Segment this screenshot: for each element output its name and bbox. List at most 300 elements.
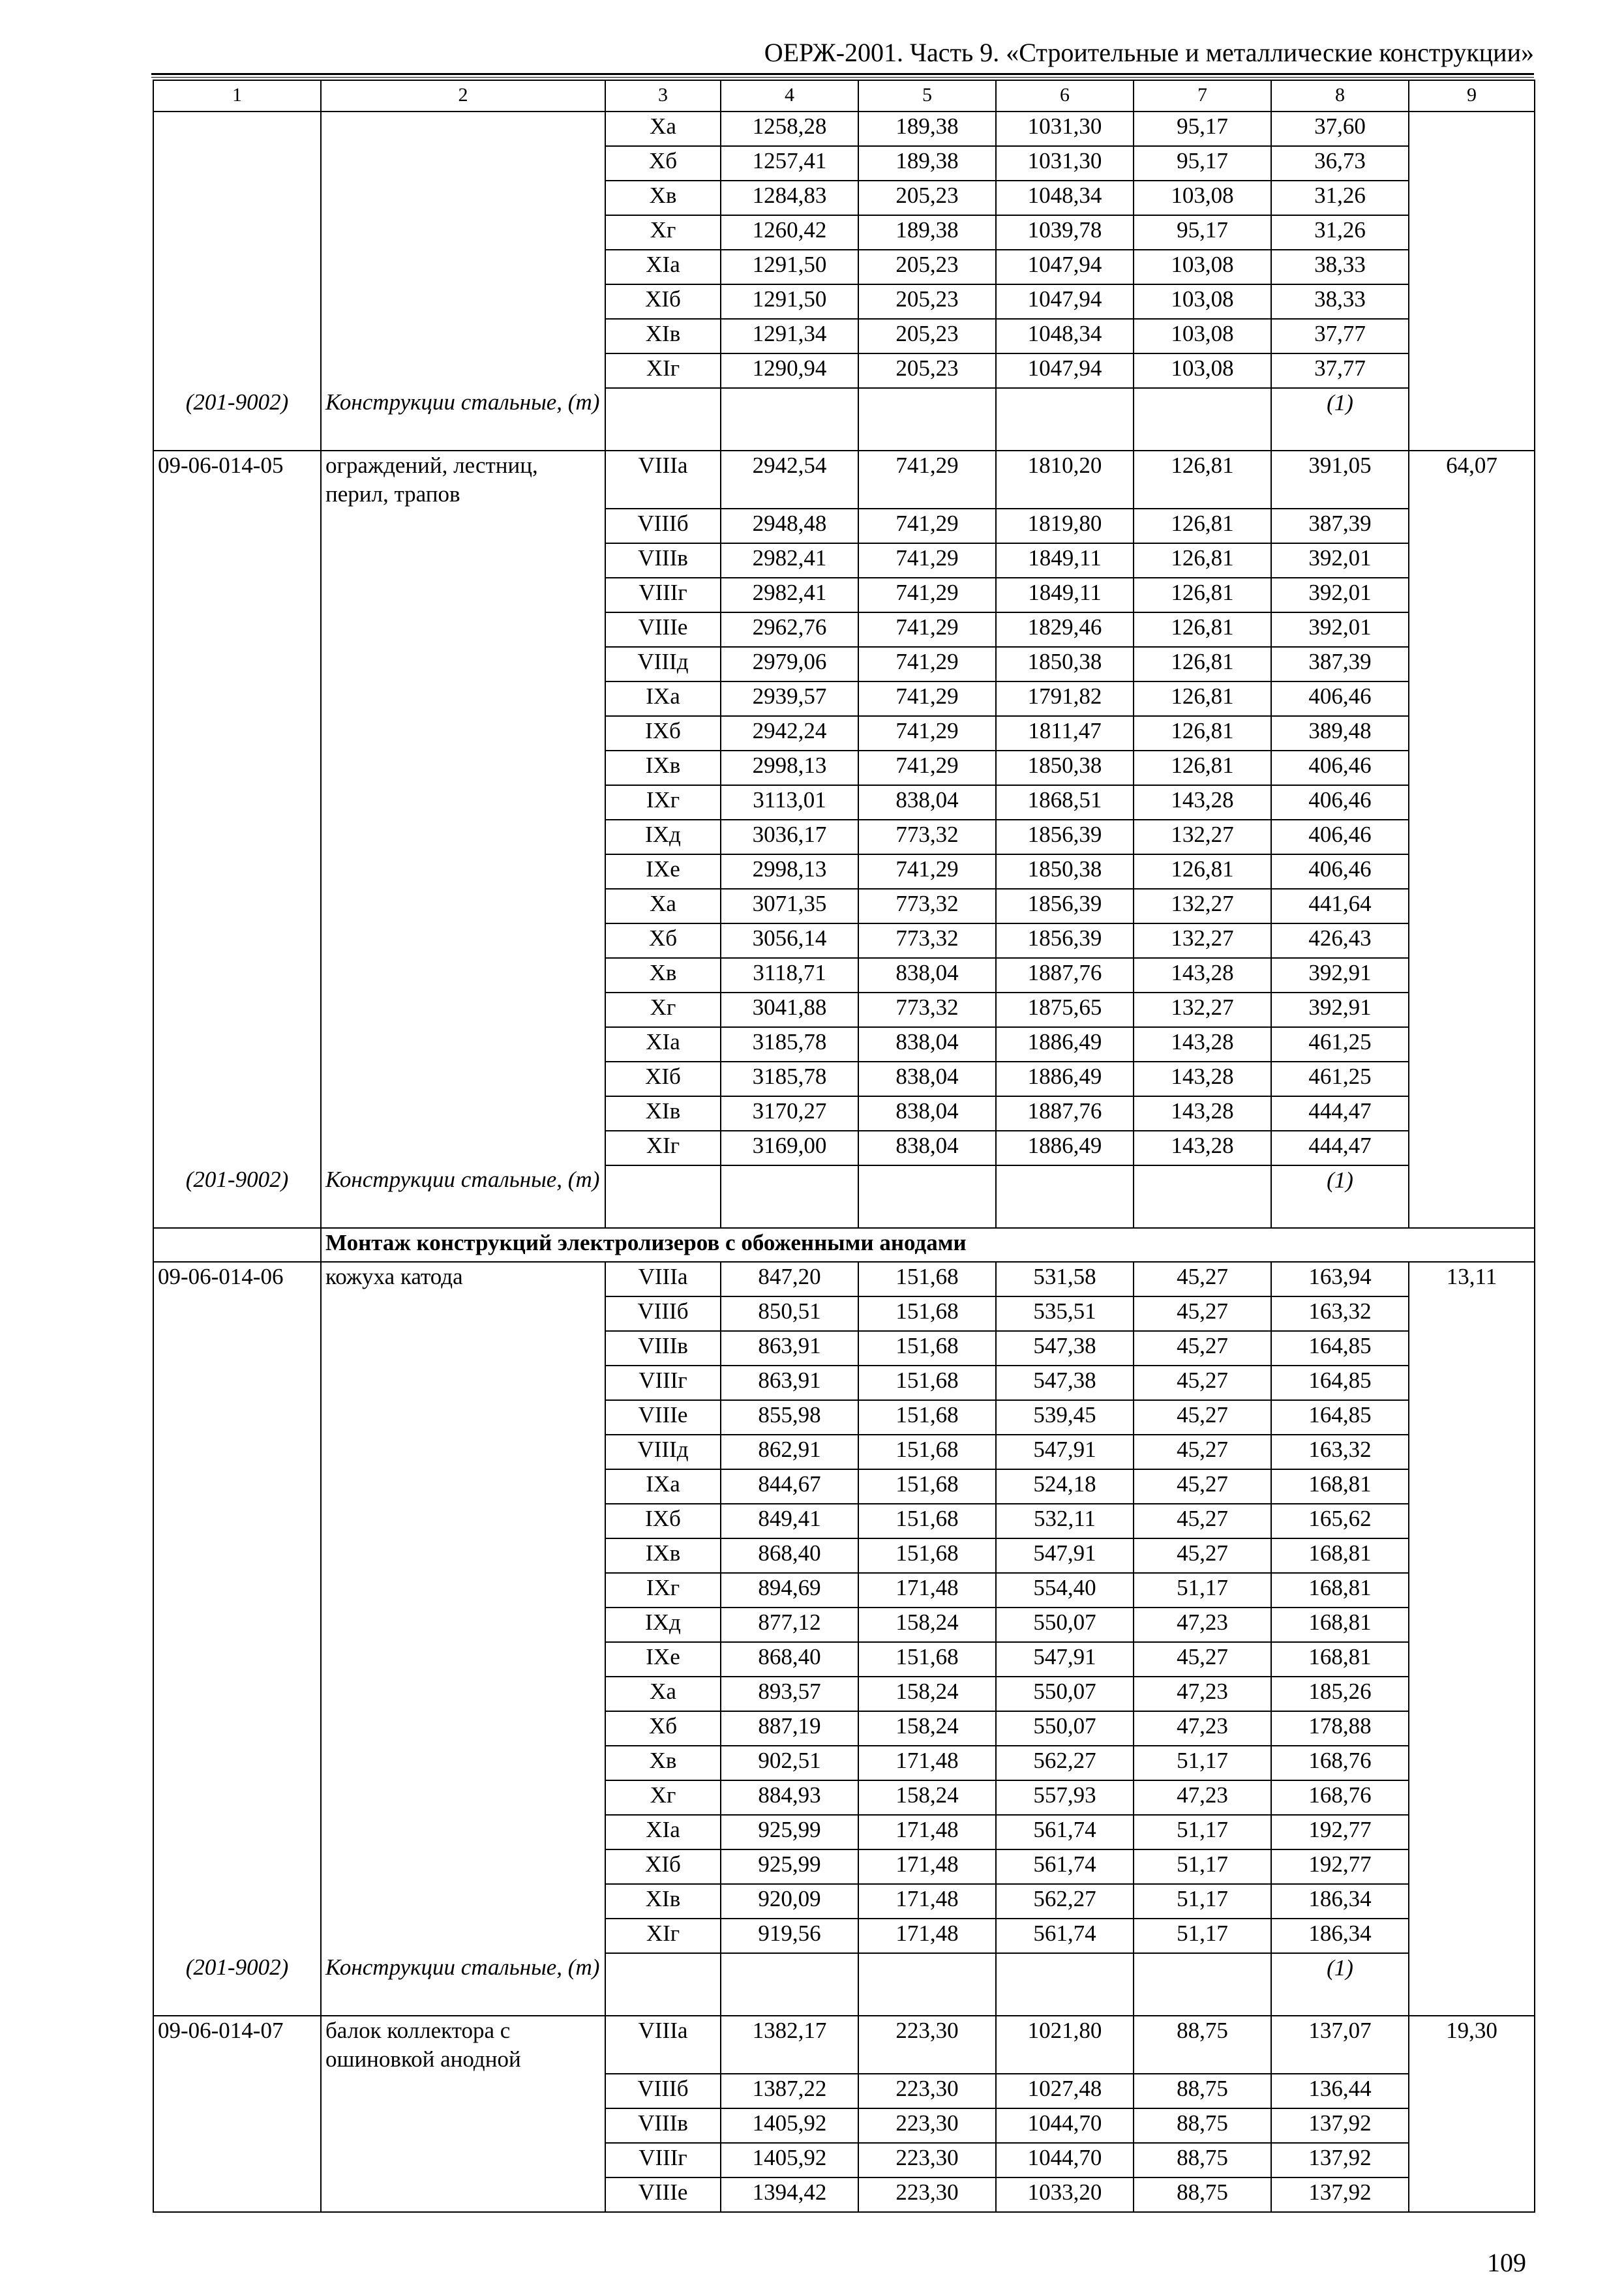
value-cell: 838,04 [858,1131,996,1165]
empty-cell [321,1131,605,1165]
value-cell: 103,08 [1134,181,1271,215]
work-name: ограждений, лестниц, перил, трапов [321,451,605,509]
empty-cell [153,250,321,284]
table-row [153,889,1535,923]
empty-cell [1409,578,1535,612]
value-cell: 1849,11 [996,578,1134,612]
column-number: 3 [605,80,721,112]
value-cell: 920,09 [721,1884,858,1919]
empty-cell [858,1953,996,2016]
empty-cell [1409,215,1535,250]
value-cell: 1284,83 [721,181,858,215]
value-cell: 1856,39 [996,820,1134,854]
empty-cell [153,785,321,820]
empty-cell [153,1228,321,1262]
empty-cell [1409,1331,1535,1366]
value-cell: 31,26 [1271,181,1409,215]
empty-cell [1409,1062,1535,1096]
value-cell: 168,81 [1271,1538,1409,1573]
value-cell: 189,38 [858,112,996,146]
value-cell: 95,17 [1134,146,1271,181]
table-row [153,543,1535,578]
empty-cell [1409,958,1535,993]
value-cell: 773,32 [858,923,996,958]
resource-value: (1) [1271,1953,1409,2016]
work-name: балок коллектора с ошиновкой анодной [321,2016,605,2074]
empty-cell [1409,993,1535,1027]
rate-code: 09-06-014-06 [153,1262,321,1296]
column-number: 7 [1134,80,1271,112]
empty-cell [321,1780,605,1815]
value-cell: 562,27 [996,1884,1134,1919]
value-cell: 392,91 [1271,958,1409,993]
empty-cell [321,1027,605,1062]
resource-code: (201-9002) [153,1953,321,2016]
value-cell: 532,11 [996,1504,1134,1538]
empty-cell [1409,1953,1535,2016]
value-cell: 47,23 [1134,1677,1271,1711]
empty-cell [1409,751,1535,785]
value-cell: IXб [605,1504,721,1538]
value-cell: VIIIв [605,2108,721,2143]
value-cell: 392,01 [1271,612,1409,647]
value-cell: 151,68 [858,1296,996,1331]
value-cell: 547,91 [996,1435,1134,1469]
value-cell: 877,12 [721,1608,858,1642]
empty-cell [153,1504,321,1538]
empty-cell [1409,1538,1535,1573]
value-cell: 158,24 [858,1608,996,1642]
value-cell: VIIIд [605,1435,721,1469]
value-cell: 461,25 [1271,1062,1409,1096]
empty-cell [1409,1296,1535,1331]
value-cell: 2998,13 [721,751,858,785]
value-cell: 3036,17 [721,820,858,854]
empty-cell [153,1096,321,1131]
value-cell: 863,91 [721,1331,858,1366]
value-cell: 2948,48 [721,509,858,543]
empty-cell [1409,1131,1535,1165]
value-cell: 406,46 [1271,820,1409,854]
value-cell: 1258,28 [721,112,858,146]
empty-cell [321,1815,605,1849]
value-cell: 539,45 [996,1400,1134,1435]
value-cell: 524,18 [996,1469,1134,1504]
column-number: 2 [321,80,605,112]
value-cell: Xв [605,958,721,993]
value-cell: 741,29 [858,578,996,612]
table-row [153,353,1535,388]
table-body [153,80,1535,2212]
empty-cell [1409,1573,1535,1608]
value-cell: 1027,48 [996,2074,1134,2108]
value-cell: 838,04 [858,1027,996,1062]
table-row [153,1746,1535,1780]
value-cell: 185,26 [1271,1677,1409,1711]
value-cell: 531,58 [996,1262,1134,1296]
empty-cell [1409,319,1535,353]
empty-cell [1409,2108,1535,2143]
value-cell: Xг [605,993,721,1027]
value-cell: 192,77 [1271,1849,1409,1884]
value-cell: 151,68 [858,1400,996,1435]
empty-cell [605,1953,721,2016]
value-cell: 1047,94 [996,353,1134,388]
empty-cell [153,1642,321,1677]
value-cell: 902,51 [721,1746,858,1780]
table-row [153,1642,1535,1677]
empty-cell [858,1165,996,1228]
value-cell: 51,17 [1134,1919,1271,1953]
empty-cell [153,1815,321,1849]
value-cell: 151,68 [858,1262,996,1296]
value-cell: 838,04 [858,1062,996,1096]
value-cell: 844,67 [721,1469,858,1504]
resource-code: (201-9002) [153,388,321,451]
empty-cell [1409,647,1535,681]
value-cell: VIIIа [605,451,721,509]
table-row [153,1815,1535,1849]
empty-cell [721,1165,858,1228]
rate-code: 09-06-014-07 [153,2016,321,2074]
value-cell: 557,93 [996,1780,1134,1815]
column-number: 5 [858,80,996,112]
value-cell: 1031,30 [996,146,1134,181]
empty-cell [321,1331,605,1366]
value-cell: 1405,92 [721,2108,858,2143]
value-cell: 444,47 [1271,1131,1409,1165]
value-cell: 126,81 [1134,451,1271,509]
value-cell: 45,27 [1134,1296,1271,1331]
empty-cell [153,889,321,923]
value-cell: 387,39 [1271,647,1409,681]
table-row [153,612,1535,647]
value-cell: XIв [605,319,721,353]
value-cell: 37,77 [1271,319,1409,353]
value-cell: 38,33 [1271,284,1409,319]
value-cell: 47,23 [1134,1780,1271,1815]
value-cell: 406,46 [1271,785,1409,820]
value-cell: 1260,42 [721,215,858,250]
value-cell: 137,07 [1271,2016,1409,2074]
value-cell: 136,44 [1271,2074,1409,2108]
empty-cell [321,509,605,543]
empty-cell [153,509,321,543]
value-cell: 151,68 [858,1366,996,1400]
value-cell: 88,75 [1134,2016,1271,2074]
value-cell: 223,30 [858,2177,996,2212]
empty-cell [153,146,321,181]
value-cell: IXг [605,1573,721,1608]
empty-cell [321,889,605,923]
empty-cell [1409,1884,1535,1919]
value-cell: Xв [605,181,721,215]
value-cell: 126,81 [1134,578,1271,612]
empty-cell [321,1435,605,1469]
empty-cell [1409,146,1535,181]
value-cell: XIв [605,1884,721,1919]
value-cell: 143,28 [1134,785,1271,820]
value-cell: 1031,30 [996,112,1134,146]
resource-value: (1) [1271,1165,1409,1228]
table-row [153,1296,1535,1331]
column-number: 1 [153,80,321,112]
empty-cell [153,612,321,647]
value-cell: XIа [605,250,721,284]
value-cell: 389,48 [1271,716,1409,751]
column-number: 4 [721,80,858,112]
empty-cell [1409,284,1535,319]
value-cell: 45,27 [1134,1642,1271,1677]
empty-cell [153,854,321,889]
value-cell: 741,29 [858,854,996,889]
table-row [153,1608,1535,1642]
value-cell: 164,85 [1271,1400,1409,1435]
value-cell: 838,04 [858,958,996,993]
table-row [153,250,1535,284]
empty-cell [321,958,605,993]
empty-cell [1409,353,1535,388]
empty-cell [153,716,321,751]
table-row [153,146,1535,181]
table-row [153,993,1535,1027]
empty-cell [153,1677,321,1711]
value-cell: 1887,76 [996,958,1134,993]
empty-cell [321,1711,605,1746]
table-row [153,1919,1535,1953]
value-cell: 3041,88 [721,993,858,1027]
rates-table [153,80,1535,2213]
empty-cell [153,215,321,250]
empty-cell [1409,181,1535,215]
value-cell: 168,81 [1271,1469,1409,1504]
empty-cell [153,1366,321,1400]
value-cell: VIIIг [605,578,721,612]
col9-value: 13,11 [1409,1262,1535,1296]
value-cell: 2982,41 [721,578,858,612]
value-cell: 36,73 [1271,146,1409,181]
resource-row [153,388,1535,451]
value-cell: IXв [605,1538,721,1573]
value-cell: 45,27 [1134,1400,1271,1435]
empty-cell [153,1746,321,1780]
table-row [153,716,1535,751]
value-cell: 741,29 [858,681,996,716]
value-cell: 37,77 [1271,353,1409,388]
value-cell: 1382,17 [721,2016,858,2074]
value-cell: XIб [605,284,721,319]
table-row [153,854,1535,889]
empty-cell [153,1711,321,1746]
empty-cell [321,993,605,1027]
value-cell: 855,98 [721,1400,858,1435]
value-cell: XIг [605,1919,721,1953]
table-row [153,1504,1535,1538]
empty-cell [1409,785,1535,820]
value-cell: VIIIе [605,1400,721,1435]
empty-cell [153,1919,321,1953]
empty-cell [1409,2143,1535,2177]
value-cell: IXе [605,1642,721,1677]
empty-cell [1409,543,1535,578]
empty-cell [1134,388,1271,451]
value-cell: 186,34 [1271,1919,1409,1953]
value-cell: 547,91 [996,1642,1134,1677]
empty-cell [321,1062,605,1096]
empty-cell [1409,250,1535,284]
value-cell: 1850,38 [996,751,1134,785]
value-cell: 171,48 [858,1849,996,1884]
empty-cell [1134,1165,1271,1228]
column-number-row [153,80,1535,112]
table-row [153,1366,1535,1400]
value-cell: 1394,42 [721,2177,858,2212]
value-cell: 168,81 [1271,1608,1409,1642]
value-cell: VIIIе [605,612,721,647]
value-cell: 1811,47 [996,716,1134,751]
value-cell: 178,88 [1271,1711,1409,1746]
empty-cell [1409,1746,1535,1780]
empty-cell [153,1131,321,1165]
table-row [153,112,1535,146]
value-cell: 1868,51 [996,785,1134,820]
value-cell: 461,25 [1271,1027,1409,1062]
empty-cell [321,250,605,284]
value-cell: 1875,65 [996,993,1134,1027]
value-cell: 406,46 [1271,681,1409,716]
value-cell: VIIIе [605,2177,721,2212]
value-cell: 2979,06 [721,647,858,681]
value-cell: IXв [605,751,721,785]
empty-cell [153,647,321,681]
empty-cell [321,1746,605,1780]
value-cell: 1257,41 [721,146,858,181]
empty-cell [153,923,321,958]
value-cell: XIг [605,353,721,388]
empty-cell [321,1504,605,1538]
empty-cell [321,751,605,785]
value-cell: 126,81 [1134,647,1271,681]
value-cell: 847,20 [721,1262,858,1296]
empty-cell [996,1953,1134,2016]
empty-cell [321,284,605,319]
empty-cell [1409,681,1535,716]
value-cell: 1290,94 [721,353,858,388]
value-cell: XIа [605,1027,721,1062]
value-cell: 2962,76 [721,612,858,647]
value-cell: 143,28 [1134,1062,1271,1096]
table-row [153,578,1535,612]
value-cell: 850,51 [721,1296,858,1331]
value-cell: 773,32 [858,889,996,923]
empty-cell [1409,1919,1535,1953]
value-cell: 143,28 [1134,958,1271,993]
empty-cell [321,1538,605,1573]
value-cell: 547,38 [996,1331,1134,1366]
empty-cell [153,1849,321,1884]
empty-cell [153,1400,321,1435]
value-cell: IXд [605,820,721,854]
empty-cell [605,388,721,451]
table-row [153,1096,1535,1131]
value-cell: VIIIб [605,2074,721,2108]
empty-cell [321,820,605,854]
empty-cell [153,1296,321,1331]
value-cell: 171,48 [858,1919,996,1953]
work-name: кожуха катода [321,1262,605,1296]
empty-cell [321,215,605,250]
value-cell: 45,27 [1134,1331,1271,1366]
value-cell: VIIIг [605,2143,721,2177]
value-cell: 919,56 [721,1919,858,1953]
empty-cell [605,1165,721,1228]
empty-cell [1409,1027,1535,1062]
value-cell: 2942,24 [721,716,858,751]
empty-cell [321,716,605,751]
empty-cell [321,1884,605,1919]
value-cell: VIIIб [605,509,721,543]
value-cell: 1856,39 [996,889,1134,923]
value-cell: 1819,80 [996,509,1134,543]
table-row [153,1884,1535,1919]
value-cell: 387,39 [1271,509,1409,543]
empty-cell [1409,509,1535,543]
value-cell: 143,28 [1134,1027,1271,1062]
value-cell: 51,17 [1134,1815,1271,1849]
value-cell: 1887,76 [996,1096,1134,1131]
resource-name: Конструкции стальные, (т) [321,388,605,451]
value-cell: 103,08 [1134,250,1271,284]
value-cell: Xб [605,146,721,181]
value-cell: 535,51 [996,1296,1134,1331]
empty-cell [1409,1815,1535,1849]
resource-name: Конструкции стальные, (т) [321,1165,605,1228]
value-cell: 1849,11 [996,543,1134,578]
value-cell: 741,29 [858,451,996,509]
value-cell: 158,24 [858,1780,996,1815]
value-cell: 51,17 [1134,1884,1271,1919]
empty-cell [153,1608,321,1642]
value-cell: Xб [605,923,721,958]
empty-cell [321,1608,605,1642]
table-row [153,284,1535,319]
value-cell: 95,17 [1134,112,1271,146]
value-cell: 45,27 [1134,1366,1271,1400]
value-cell: 550,07 [996,1711,1134,1746]
value-cell: 45,27 [1134,1262,1271,1296]
value-cell: 137,92 [1271,2143,1409,2177]
table-row [153,319,1535,353]
value-cell: 1810,20 [996,451,1134,509]
value-cell: VIIIд [605,647,721,681]
empty-cell [321,681,605,716]
table-row [153,2074,1535,2108]
empty-cell [321,112,605,146]
value-cell: 1387,22 [721,2074,858,2108]
empty-cell [721,388,858,451]
table-row [153,647,1535,681]
page-number: 109 [1487,2248,1526,2277]
value-cell: 741,29 [858,647,996,681]
value-cell: 392,01 [1271,578,1409,612]
empty-cell [1409,2074,1535,2108]
header-rule [151,73,1534,75]
empty-cell [321,1677,605,1711]
value-cell: 45,27 [1134,1504,1271,1538]
value-cell: 1021,80 [996,2016,1134,2074]
table-row [153,681,1535,716]
table-row [153,2143,1535,2177]
